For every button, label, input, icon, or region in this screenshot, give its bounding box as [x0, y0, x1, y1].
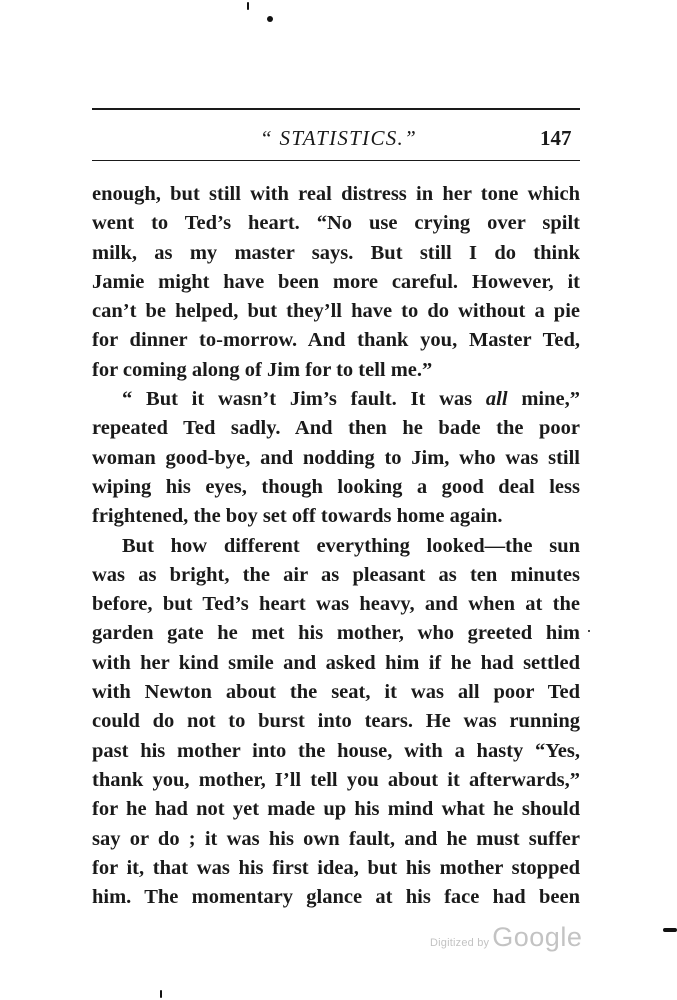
- digitized-watermark: [430, 922, 582, 953]
- scan-mark-bottom-right: [663, 928, 677, 932]
- text-line: woman good-bye, and nodding to Jim, who was still: [92, 446, 580, 469]
- text-line: before, but Ted’s heart was heavy, and when at the: [92, 593, 580, 616]
- text-line: for it, that was his first idea, but his mother stopped: [92, 856, 580, 879]
- text-line: was as bright, the air as pleasant as ten minutes: [92, 563, 580, 586]
- emphasized-word: all: [485, 388, 508, 411]
- text-line: garden gate he met his mother, who greeted him: [92, 622, 580, 645]
- text-line: frightened, the boy set off towards home again.: [92, 505, 503, 528]
- text-line: could do not to burst into tears. He was running: [92, 710, 580, 733]
- text-line: But how different everything looked—the sun: [122, 534, 580, 557]
- text-line: “ But it wasn’t Jim’s fault. It was all mine,”: [122, 388, 580, 411]
- scan-speck-top-small: [247, 2, 249, 10]
- scan-speck-right: [588, 630, 590, 632]
- header-rule-bottom: [92, 160, 580, 161]
- text-line: went to Ted’s heart. “No use crying over spilt: [92, 212, 580, 235]
- text-line: enough, but still with real distress in her tone which: [92, 183, 580, 205]
- text-line: wiping his eyes, though looking a good deal less: [92, 475, 580, 498]
- watermark-prefix: Digitized by: [430, 937, 490, 949]
- text-line: say or do ; it was his own fault, and he must suffer: [92, 827, 580, 850]
- watermark-brand: Google: [492, 922, 583, 952]
- text-line: for coming along of Jim for to tell me.”: [92, 358, 433, 381]
- page-number: 147: [540, 126, 572, 150]
- text-line: him. The momentary glance at his face had been: [92, 886, 580, 909]
- text-line: milk, as my master says. But still I do think: [92, 241, 580, 264]
- scan-speck-top: [267, 16, 273, 22]
- body-text: [92, 180, 580, 912]
- text-line: with Newton about the seat, it was all poor Ted: [92, 681, 580, 704]
- text-line: with her kind smile and asked him if he had settled: [92, 651, 580, 674]
- running-head-title: “ STATISTICS.”: [260, 126, 418, 150]
- header-rule-top: [92, 108, 580, 110]
- scan-speck-bottom: [160, 990, 162, 998]
- text-line: Jamie might have been more careful. However, it: [92, 270, 580, 293]
- text-line: repeated Ted sadly. And then he bade the poor: [92, 417, 580, 440]
- text-line: thank you, mother, I’ll tell you about it afterwards,”: [92, 768, 580, 791]
- text-line: can’t be helped, but they’ll have to do without a pie: [92, 300, 580, 323]
- text-line: for he had not yet made up his mind what he should: [92, 798, 580, 821]
- text-line: past his mother into the house, with a hasty “Yes,: [92, 739, 580, 762]
- text-line: for dinner to-morrow. And thank you, Master Ted,: [92, 329, 580, 352]
